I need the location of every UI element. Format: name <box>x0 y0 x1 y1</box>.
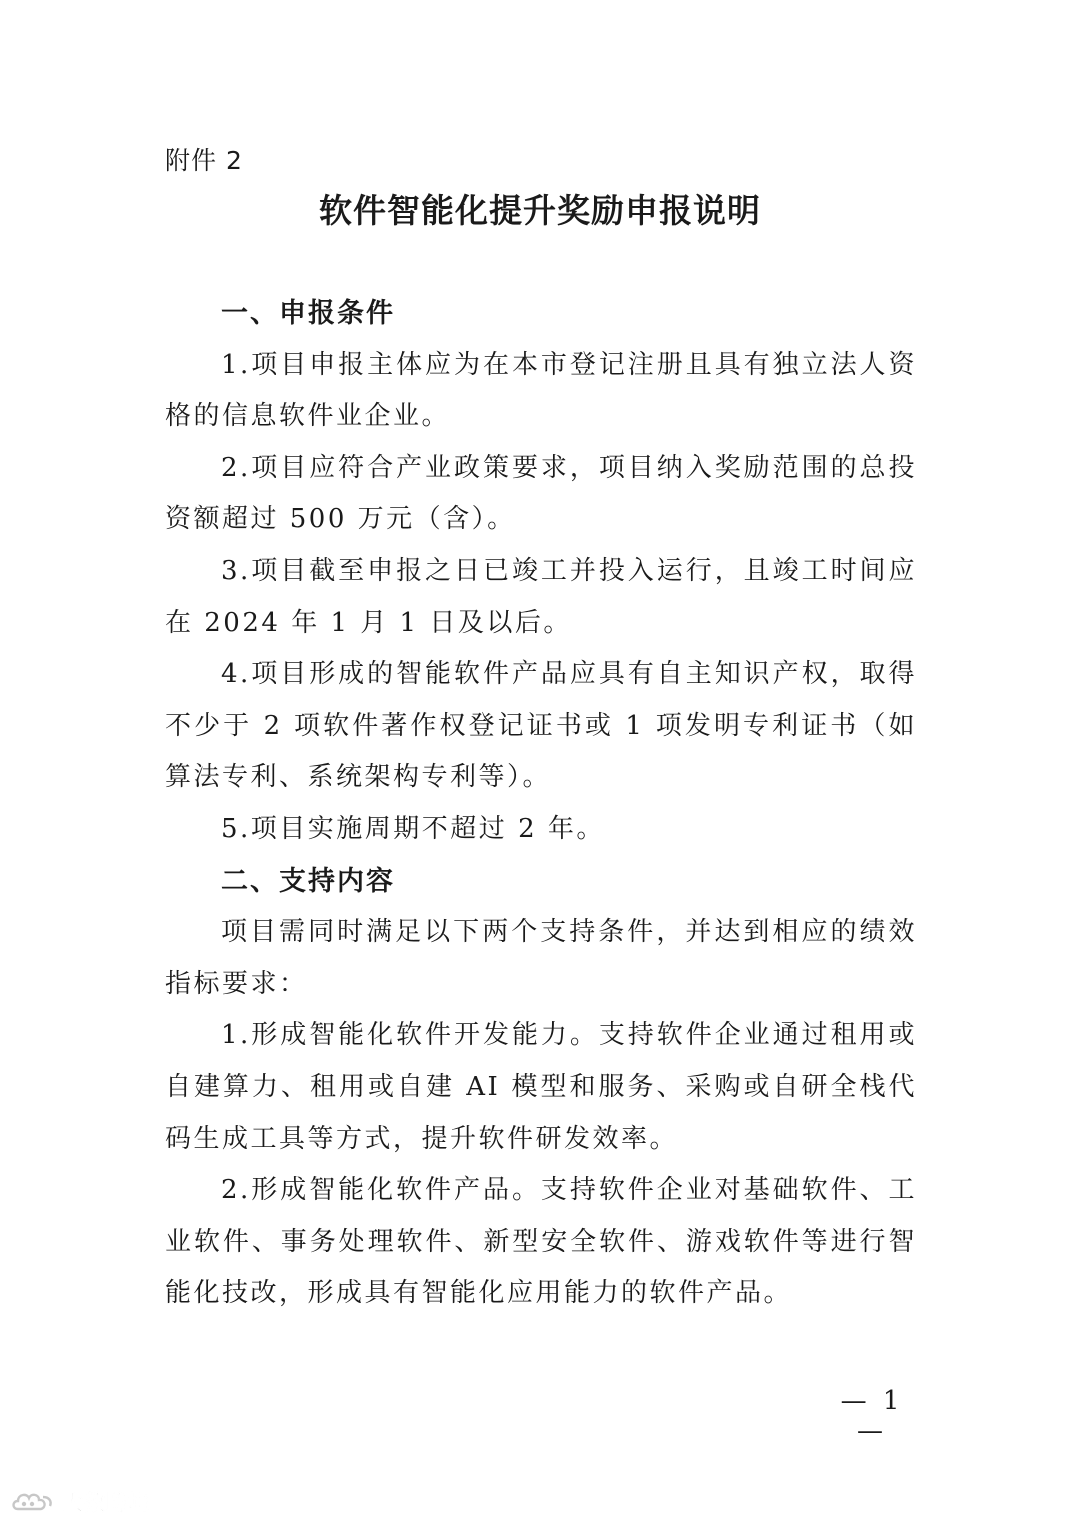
attachment-label: 附件 2 <box>165 146 243 175</box>
condition-item-5: 5.项目实施周期不超过 2 年。 <box>221 813 605 844</box>
document-body <box>165 288 917 1320</box>
condition-item-2: 2.项目应符合产业政策要求，项目纳入奖励范围的总投资额超过 500 万元（含）。 <box>165 452 917 535</box>
condition-item-1: 1.项目申报主体应为在本市登记注册且具有独立法人资格的信息软件业企业。 <box>165 349 917 432</box>
document-title: 软件智能化提升奖励申报说明 <box>319 191 761 230</box>
condition-item-3: 3.项目截至申报之日已竣工并投入运行，且竣工时间应在 2024 年 1 月 1 日及以后。 <box>165 555 917 638</box>
watermark <box>10 1486 150 1518</box>
cloud-logo-icon <box>10 1489 56 1515</box>
section-heading-support: 二、支持内容 <box>221 865 395 897</box>
section-heading-conditions: 一、申报条件 <box>221 298 395 329</box>
watermark-text: 大数跨境 <box>62 1491 150 1515</box>
condition-item-4: 4.项目形成的智能软件产品应具有自主知识产权，取得不少于 2 项软件著作权登记证书或 1 项发明专利证书（如算法专利、系统架构专利等）。 <box>165 659 917 793</box>
page-number: — 1 — <box>840 1386 904 1446</box>
support-item-1: 1.形成智能化软件开发能力。支持软件企业通过租用或自建算力、租用或自建 AI 模型和服务、采购或自研全栈代码生成工具等方式，提升软件研发效率。 <box>165 1020 917 1154</box>
support-item-2: 2.形成智能化软件产品。支持软件企业对基础软件、工业软件、事务处理软件、新型安全软件、游戏软件等进行智能化技改，形成具有智能化应用能力的软件产品。 <box>165 1175 917 1309</box>
support-intro: 项目需同时满足以下两个支持条件，并达到相应的绩效指标要求： <box>165 917 917 999</box>
